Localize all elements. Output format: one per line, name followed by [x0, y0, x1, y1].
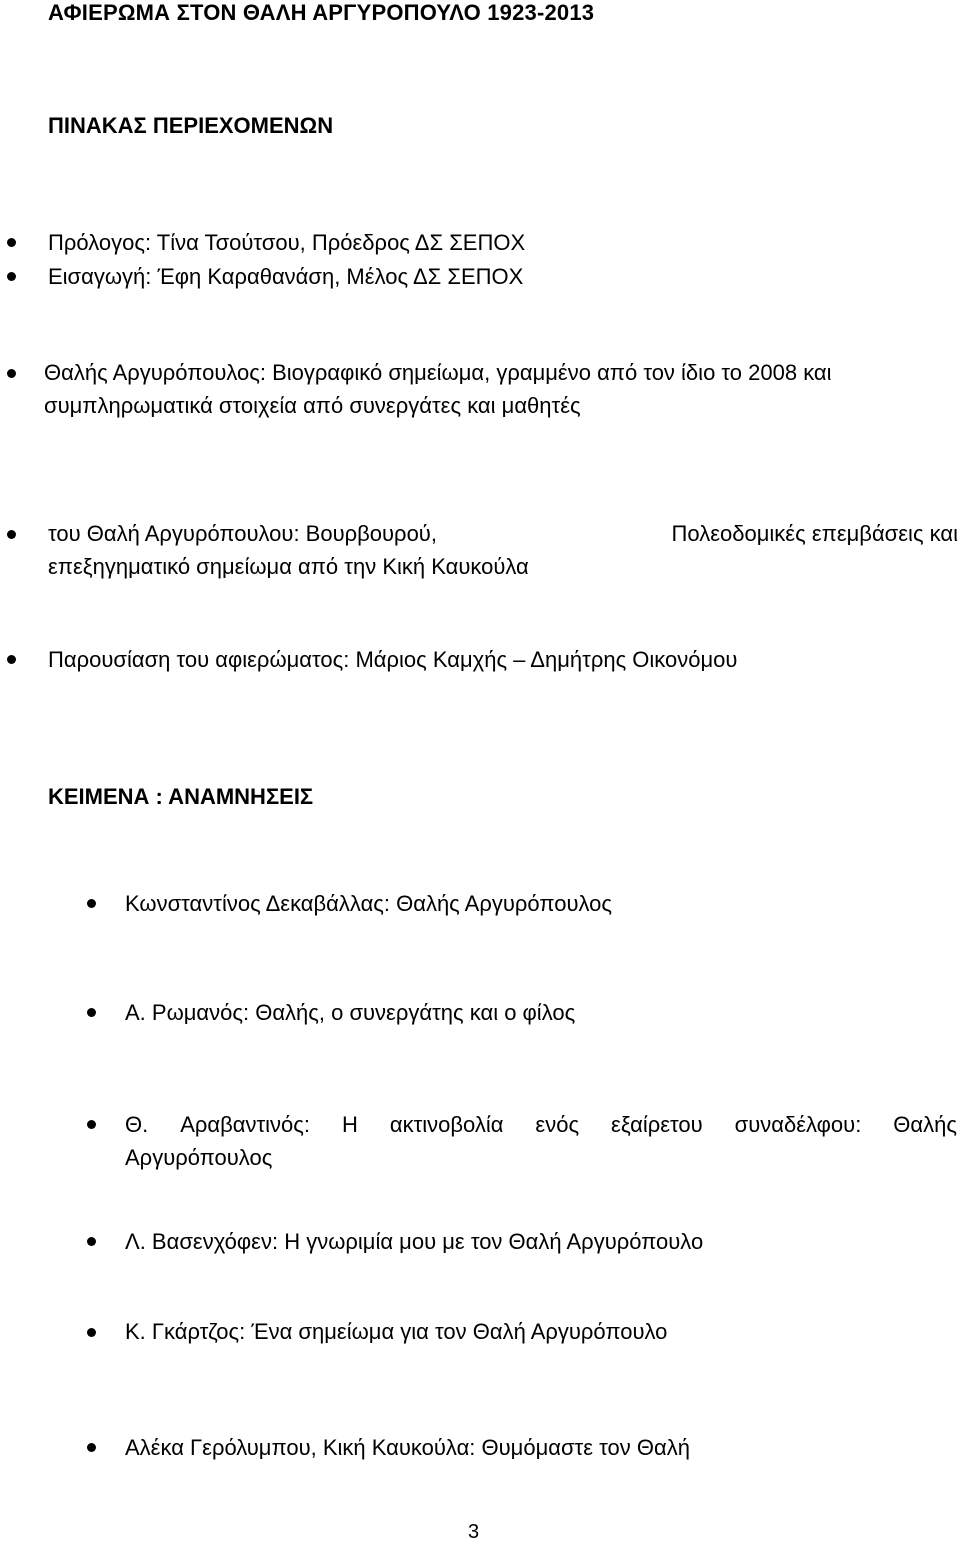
texts-item-vasenhofen: Λ. Βασενχόφεν: Η γνωριμία μου με τον Θαλή Αργυρόπουλο — [125, 1229, 704, 1254]
document-title: ΑΦΙΕΡΩΜΑ ΣΤΟΝ ΘΑΛΗ ΑΡΓΥΡΟΠΟΥΛΟ 1923-2013 — [48, 0, 595, 25]
word: Θαλής — [893, 1112, 957, 1137]
texts-item-gkartzos: Κ. Γκάρτζος: Ένα σημείωμα για τον Θαλή Αργυρόπουλο — [125, 1319, 668, 1344]
bullet-icon — [7, 369, 16, 378]
texts-item-aravantinos-line1 — [125, 1108, 957, 1141]
bullet-icon — [87, 899, 96, 908]
toc-item-works-line2: επεξηγηματικό σημείωμα από την Κική Καυκούλα — [48, 554, 529, 579]
toc-item-introduction: Εισαγωγή: Έφη Καραθανάση, Μέλος ΔΣ ΣΕΠΟΧ — [48, 264, 524, 289]
bullet-icon — [7, 655, 16, 664]
toc-item-works — [48, 517, 958, 583]
word: εξαίρετου — [611, 1112, 703, 1137]
toc-heading: ΠΙΝΑΚΑΣ ΠΕΡΙΕΧΟΜΕΝΩΝ — [48, 113, 334, 138]
texts-item-dekavallas: Κωνσταντίνος Δεκαβάλλας: Θαλής Αργυρόπουλος — [125, 891, 612, 916]
bullet-icon — [87, 1120, 96, 1129]
texts-item-romanos: Α. Ρωμανός: Θαλής, ο συνεργάτης και ο φίλος — [125, 1000, 576, 1025]
toc-item-works-line1-part2: Πολεοδομικές επεμβάσεις και — [671, 521, 958, 546]
toc-item-biography-line1: Θαλής Αργυρόπουλος: Βιογραφικό σημείωμα, γραμμένο από τον ίδιο το 2008 και — [44, 360, 832, 385]
toc-item-biography — [44, 356, 960, 422]
texts-item-aravantinos-line2: Αργυρόπουλος — [125, 1145, 273, 1170]
page-number: 3 — [468, 1521, 480, 1543]
texts-item-aravantinos — [125, 1108, 957, 1174]
bullet-icon — [7, 530, 16, 539]
toc-item-works-line1 — [48, 517, 958, 550]
word: Η — [341, 1112, 358, 1137]
bullet-icon — [87, 1237, 96, 1246]
bullet-icon — [87, 1328, 96, 1337]
texts-item-gerolympou-kafkoula: Αλέκα Γερόλυμπου, Κική Καυκούλα: Θυμόμαστε τον Θαλή — [125, 1435, 690, 1460]
word: ακτινοβολία — [389, 1112, 504, 1137]
word: Αραβαντινός: — [180, 1112, 311, 1137]
bullet-icon — [7, 238, 16, 247]
toc-item-works-line1-part1: του Θαλή Αργυρόπουλου: Βουρβουρού, — [48, 521, 437, 546]
word: Θ. — [125, 1112, 149, 1137]
section-heading-texts: ΚΕΙΜΕΝΑ : ΑΝΑΜΝΗΣΕΙΣ — [48, 784, 314, 809]
toc-item-presentation: Παρουσίαση του αφιερώματος: Μάριος Καμχής – Δημήτρης Οικονόμου — [48, 647, 738, 672]
word: ενός — [535, 1112, 580, 1137]
bullet-icon — [7, 272, 16, 281]
word: συναδέλφου: — [734, 1112, 862, 1137]
toc-item-biography-line2: συμπληρωματικά στοιχεία από συνεργάτες και μαθητές — [44, 393, 581, 418]
bullet-icon — [87, 1008, 96, 1017]
toc-item-prologue: Πρόλογος: Τίνα Τσούτσου, Πρόεδρος ΔΣ ΣΕΠΟΧ — [48, 230, 526, 255]
bullet-icon — [87, 1443, 96, 1452]
